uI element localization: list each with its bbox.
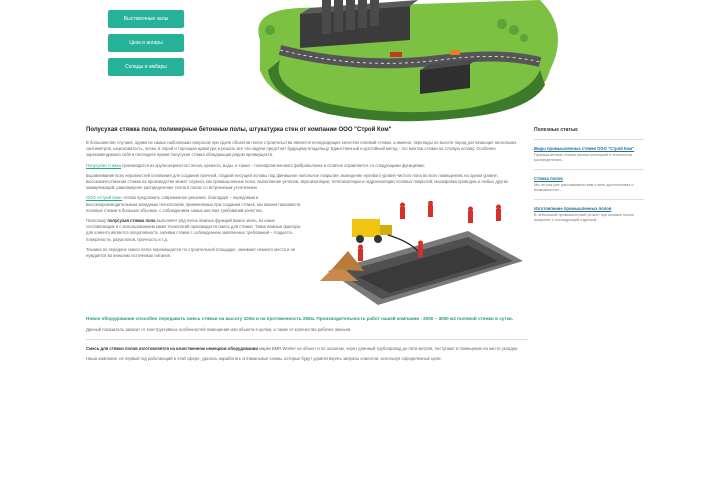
- company-block: [86, 195, 528, 310]
- company-paragraph: [86, 195, 304, 214]
- experience-paragraph: Наша компания, не первый год работающий в этой сфере, удалось наработать оптимальные схемы, которые будут удовлетворять запросы клиентов, используя определенные цели.: [86, 356, 442, 362]
- sidebar-divider: [534, 199, 644, 200]
- sidebar-article-link-floor-screed[interactable]: Стяжка полов: [534, 176, 563, 181]
- sidebar-article-desc: Промышленные стяжки разных категорий и технологии распределения...: [534, 153, 632, 162]
- company-link[interactable]: ООО «Строй Ком»: [86, 195, 123, 201]
- capacity-note: Новое оборудование способно передавать смесь стяжки на высоту 100м и на протяженность 250м. Производительность работ нашей компании - 2000 – 3000 м2 половой стяжки в сутки.: [86, 316, 514, 322]
- screed-workers-illustration: [318, 201, 528, 307]
- screed-paragraph: [86, 163, 528, 169]
- screed-paragraph-text: производится из крупнозернистого песка, цемента, воды, и также – полипропиленового фиброволокна и отлично справляется со следующими функциями:: [121, 162, 425, 168]
- sidebar-useful-articles: [534, 127, 644, 229]
- sidebar-heading: Полезные статьи:: [534, 127, 579, 133]
- main-content: [86, 127, 528, 366]
- nav-button-workshops-hangars[interactable]: Цеха и ангары: [108, 34, 184, 52]
- section-divider: [86, 339, 528, 340]
- semi-dry-screed-link[interactable]: Полусухая стяжка: [86, 162, 122, 168]
- nav-button-exhibition-halls[interactable]: Выставочные залы: [108, 10, 184, 28]
- factory-illustration: [240, 0, 570, 122]
- company-paragraph-text: готова предложить современное решение, благодаря – передовым и высокопроизводительным западным технологиям, применяемых при создании стяжек, мы можем произвести половые стяжки в больших объемах, с соблюдением самых жестких требований качества.: [86, 195, 301, 213]
- importance-strong: полусухая стяжка пола: [107, 218, 156, 224]
- equipment-intro-text: марки BMR Worker на объект и по шлангам, через длинный трубопровод до пяти метров, поступают в помещение на место укладки.: [257, 346, 519, 352]
- sidebar-divider: [534, 169, 644, 170]
- importance-text-b: выполняет ряд очень важных функций важно знать, из каких составляющих и с использованием каких технологий производится смесь для стяжки. Такие важные факторы для клиента является оперативность заливки стяжки с соблюдением заявленных требований – гладкость поверхности, разуклонов, прочность и т.д.: [86, 218, 301, 242]
- sidebar-article-link-industrial-floors[interactable]: Изготовление промышленных полов: [534, 206, 612, 211]
- page-title: Полусухая стяжка пола, полимерные бетонные полы, штукатурка стен от компании ООО "Строй Ком": [86, 127, 392, 133]
- sidebar-article-link-industrial-screeds[interactable]: Виды промышленных стяжек ООО "Строй Ком": [534, 146, 635, 151]
- equipment-paragraph: Техника по передаче смеси легко перемещается по строительной площадке, занимает немного места и не нуждается во внешних источниках питания.: [86, 246, 296, 259]
- importance-paragraph: [86, 218, 304, 243]
- sidebar-article-desc: Мы не раз уже рассказывали вам о всех достоинствах и возможностях...: [534, 183, 634, 192]
- importance-text-a: Поскольку: [86, 218, 108, 224]
- sidebar-divider: [534, 139, 644, 140]
- sidebar-article-desc: В небольшой промышленный регион при заливке полов покрытие с последующей отделкой...: [534, 213, 634, 222]
- intro-paragraph: В большинстве случаев, одним из самых наболевших вопросов при сдаче объектов после строительства является неподходящее качество половой стяжки, а именно: перепады по высоте пород достигающие нескольких сантиметров, шероховатость, пески, в порой и торчащая арматура и решать все эти задачи предстоит будущему владельцу. Единственный и достойный метод - это монтаж стяжки на готовую основу. Особенно зарекомендовала себя в последнее время полусухая стяжка обладающая рядом преимуществ.: [86, 140, 517, 158]
- equipment-intro-strong: Смесь для стяжки полов изготовляется на качественном немецком оборудовании: [86, 346, 258, 352]
- functions-paragraph: выравнивание всех неровностей основания для создания прочной, гладкой несущей основы под финишное напольное покрытие; выведение нулевого уровня чистого пола во всех помещениях на одном уровне; высококачественная стяжка на производстве может служить как промышленные полы; выполнение уклонов, звукоизоляции, теплоизоляции и гидроизоляции половых покрытий; маскировка проводов и любых других коммуникаций; равномерное распределение тепла в полах со встроенным утеплением: [86, 172, 509, 191]
- capacity-detail-paragraph: Данный показатель зависит от конструктивных особенностей помещения или объекта в целом, а также от количества рабочих звеньев.: [86, 326, 352, 332]
- hero-banner: [0, 0, 720, 122]
- nav-button-warehouses[interactable]: Склады и амбары: [108, 58, 184, 76]
- equipment-intro-paragraph: [86, 346, 528, 352]
